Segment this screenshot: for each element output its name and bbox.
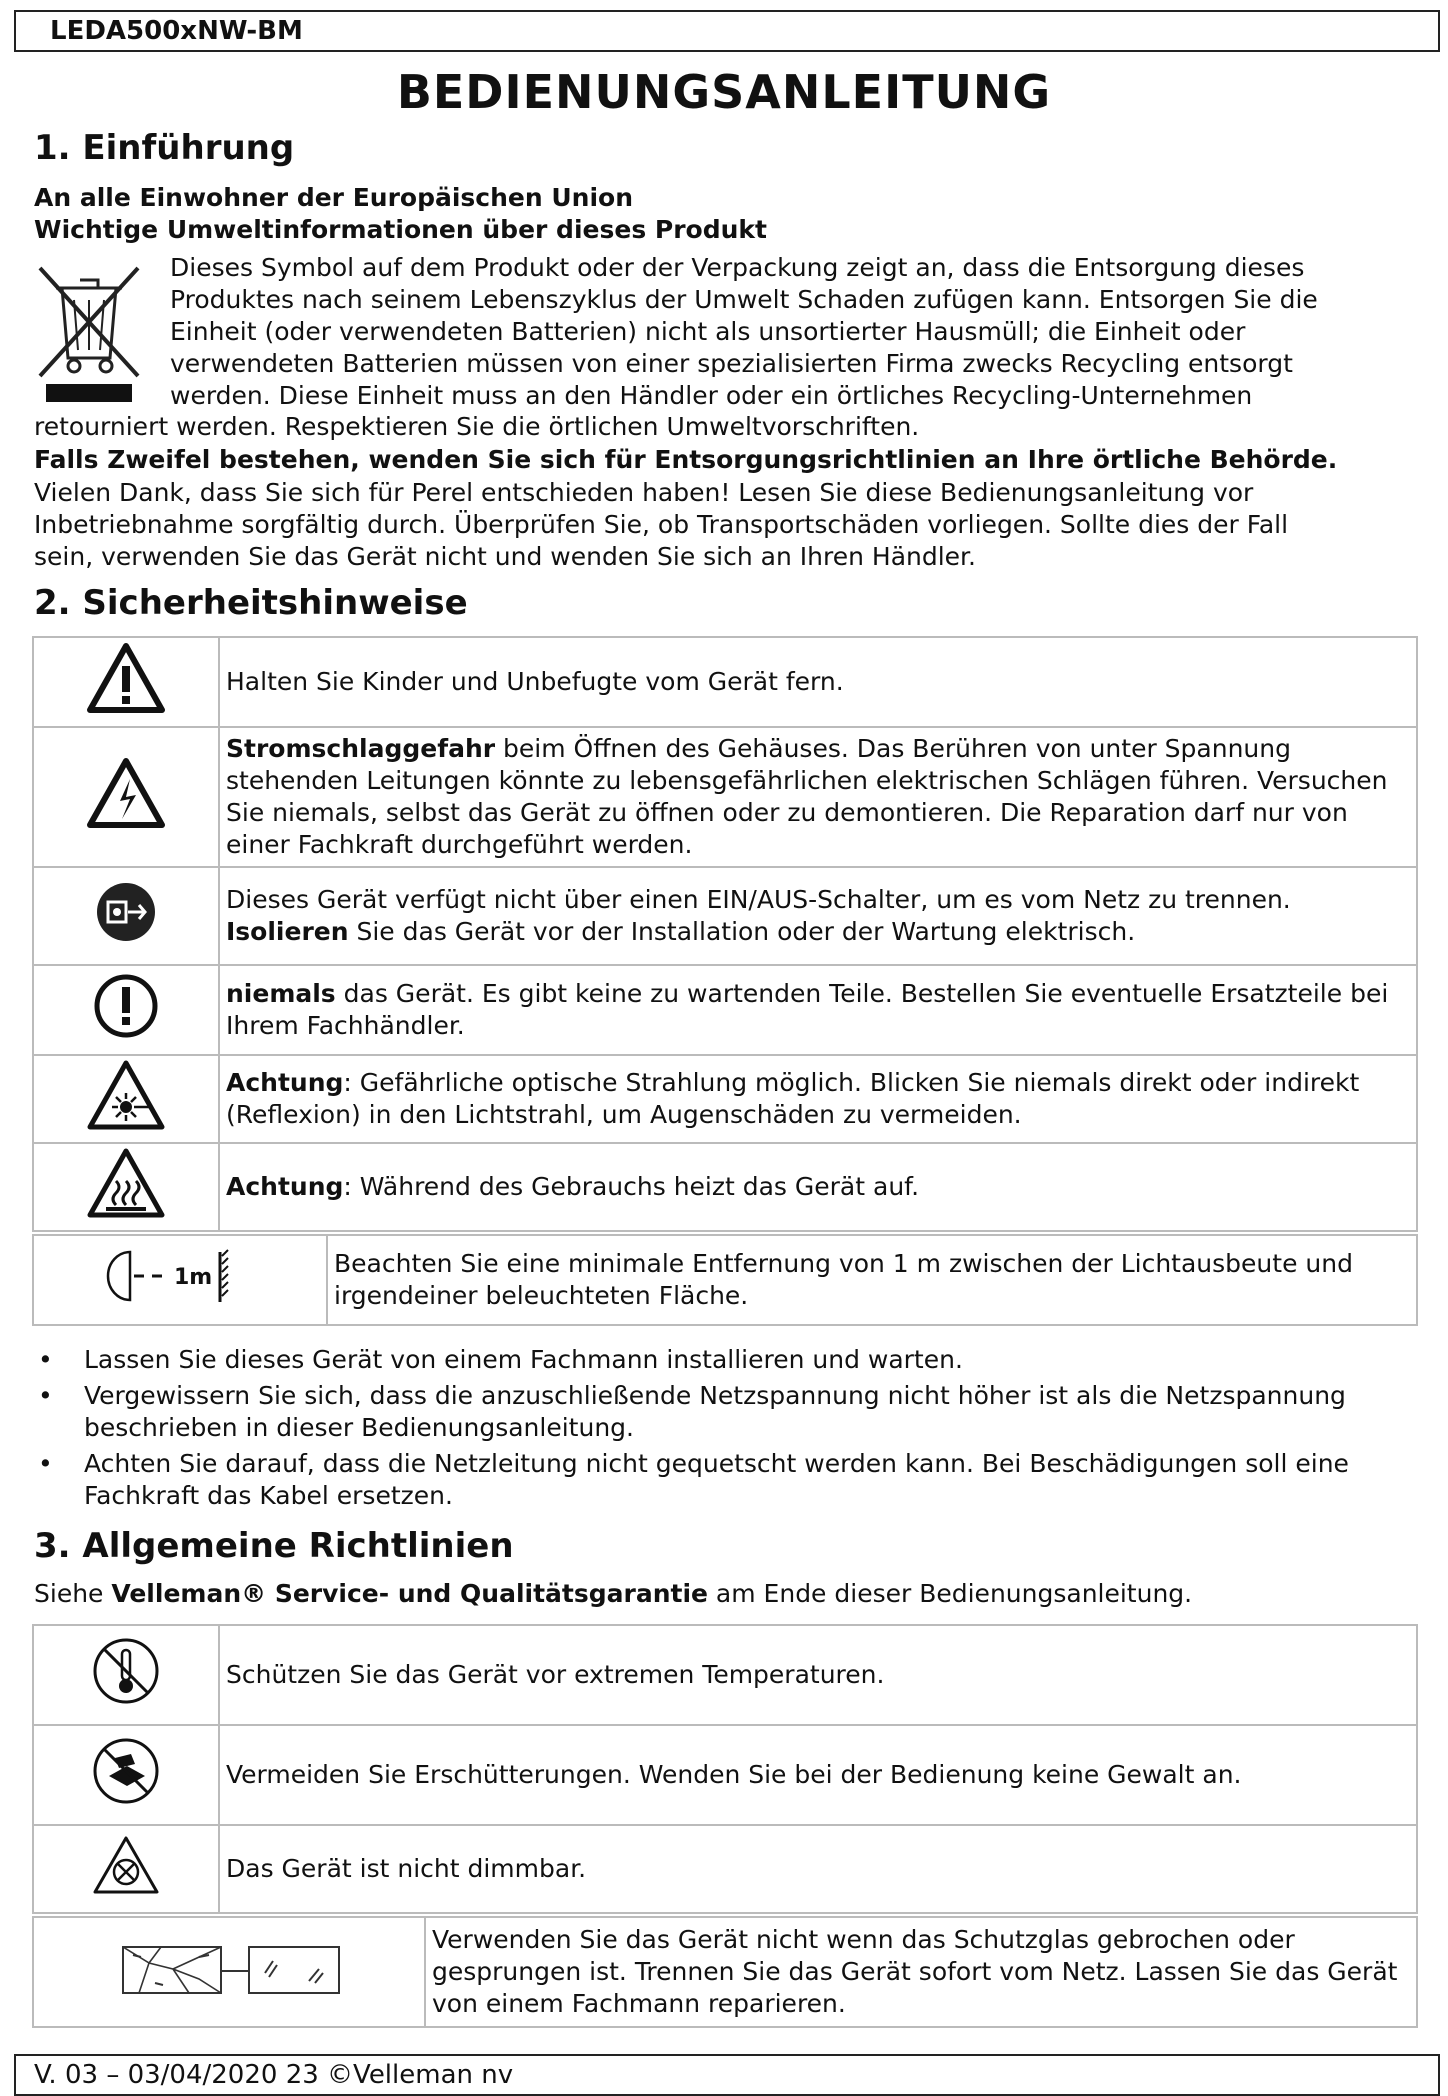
safety-text: : Gefährliche optische Strahlung möglich. Blicken Sie niemals direkt oder indirekt (Reflexion) in den Lichtstrahl, um Augenschäden zu vermeiden.: [226, 1068, 1360, 1129]
safety-text: beim Öffnen des Gehäuses. Das Berühren von unter Spannung stehenden Leitungen könnte zu lebensgefährlichen elektrischen Schlägen führen. Versuchen Sie niemals, selbst das Gerät zu öffnen oder zu demontieren. Die Reparation darf nur von einer Fachkraft durchgeführt werden.: [226, 734, 1388, 859]
bullet-item: • Achten Sie darauf, dass die Netzleitung nicht gequetscht werden kann. Bei Beschädigungen soll eine Fachkraft das Kabel ersetzen.: [34, 1448, 1434, 1512]
eu-residents-heading: An alle Einwohner der Europäischen Union: [34, 183, 634, 212]
safety-text: Halten Sie Kinder und Unbefugte vom Gerät fern.: [226, 667, 844, 696]
safety-row: [33, 965, 1417, 1055]
thanks-line: Vielen Dank, dass Sie sich für Perel entschieden haben! Lesen Sie diese Bedienungsanleitung vor: [34, 478, 1254, 507]
safety-table: [32, 636, 1418, 1232]
intro-text: Siehe: [34, 1579, 112, 1608]
warranty-reference: Velleman® Service- und Qualitätsgarantie: [111, 1579, 708, 1608]
not-dimmable-icon: [91, 1834, 161, 1896]
distance-text: Beachten Sie eine minimale Entfernung von 1 m zwischen der Lichtausbeute und irgendeiner beleuchteten Fläche.: [334, 1249, 1353, 1310]
page-title: BEDIENUNGSANLEITUNG: [396, 65, 1052, 119]
guideline-text: Das Gerät ist nicht dimmbar.: [226, 1854, 587, 1883]
distance-label: 1m: [174, 1265, 213, 1290]
laser-radiation-icon: [86, 1059, 166, 1131]
thanks-line: sein, verwenden Sie das Gerät nicht und wenden Sie sich an Ihren Händler.: [34, 542, 976, 571]
weee-last-line: retourniert werden. Respektieren Sie die örtlichen Umweltvorschriften.: [34, 412, 920, 441]
safety-bold: Stromschlaggefahr: [226, 734, 496, 763]
glass-table: [32, 1916, 1418, 2028]
distance-row: [33, 1235, 1417, 1325]
distance-table: [32, 1234, 1418, 1326]
section-3-heading: 3. Allgemeine Richtlinien: [34, 1526, 514, 1566]
model-label: LEDA500xNW-BM: [50, 16, 303, 46]
guideline-row: [33, 1625, 1417, 1725]
glass-text: Verwenden Sie das Gerät nicht wenn das Schutzglas gebrochen oder gesprungen ist. Trennen Sie das Gerät sofort vom Netz. Lassen Sie das Gerät von einem Fachmann reparieren.: [432, 1925, 1398, 2018]
guideline-text: Vermeiden Sie Erschütterungen. Wenden Sie bei der Bedienung keine Gewalt an.: [226, 1760, 1242, 1789]
minimum-distance-icon: [100, 1244, 260, 1308]
bullet-item: • Vergewissern Sie sich, dass die anzuschließende Netzspannung nicht höher ist als die Netzspannung beschrieben in dieser Bedienungsanleitung.: [34, 1380, 1434, 1444]
disconnect-mains-icon: [95, 881, 157, 943]
section-2-heading: 2. Sicherheitshinweise: [34, 583, 468, 623]
safety-row: [33, 727, 1417, 867]
weee-bin-icon: [34, 258, 144, 408]
weee-paragraph: [170, 252, 1420, 412]
hot-surface-icon: [86, 1147, 166, 1219]
no-extreme-temperature-icon: [91, 1636, 161, 1706]
footer-box: [14, 2054, 1440, 2096]
warning-triangle-icon: [86, 642, 166, 714]
weee-line: verwendeten Batterien müssen von einer spezialisierten Firma zwecks Recycling entsorgt: [170, 349, 1293, 378]
no-shock-icon: [91, 1736, 161, 1806]
exclamation-circle-icon: [93, 973, 159, 1039]
section-1-heading: 1. Einführung: [34, 128, 295, 168]
guideline-row: [33, 1725, 1417, 1825]
safety-text: : Während des Gebrauchs heizt das Gerät auf.: [343, 1172, 920, 1201]
weee-line: Dieses Symbol auf dem Produkt oder der Verpackung zeigt an, dass die Entsorgung dieses: [170, 253, 1305, 282]
safety-bold: niemals: [226, 979, 336, 1008]
weee-line: Produktes nach seinem Lebenszyklus der Umwelt Schaden zufügen kann. Entsorgen Sie die: [170, 285, 1318, 314]
electric-shock-icon: [86, 757, 166, 829]
intro-text: am Ende dieser Bedienungsanleitung.: [707, 1579, 1193, 1608]
safety-bold: Isolieren: [226, 917, 349, 946]
safety-row: [33, 637, 1417, 727]
safety-text: das Gerät. Es gibt keine zu wartenden Teile. Bestellen Sie eventuelle Ersatzteile bei Ihrem Fachhändler.: [226, 979, 1389, 1040]
broken-glass-icon: [109, 1933, 349, 2003]
safety-row: [33, 1143, 1417, 1231]
glass-row: [33, 1917, 1417, 2027]
header-box: [14, 10, 1440, 52]
section-3-intro: [34, 1578, 1434, 1610]
safety-bold: Achtung: [226, 1172, 344, 1201]
weee-line: Einheit (oder verwendeten Batterien) nicht als unsortierter Hausmüll; die Einheit oder: [170, 317, 1246, 346]
thanks-paragraph: [34, 477, 1434, 573]
safety-text: Dieses Gerät verfügt nicht über einen EIN/AUS-Schalter, um es vom Netz zu trennen.: [226, 885, 1291, 914]
guidelines-table: [32, 1624, 1418, 1914]
guideline-row: [33, 1825, 1417, 1913]
doubt-notice: Falls Zweifel bestehen, wenden Sie sich für Entsorgungsrichtlinien an Ihre örtliche Behörde.: [34, 445, 1338, 474]
weee-line: werden. Diese Einheit muss an den Händler oder ein örtliches Recycling-Unternehmen: [170, 381, 1253, 410]
safety-bullets: [34, 1344, 1434, 1512]
safety-bold: Achtung: [226, 1068, 344, 1097]
env-info-heading: Wichtige Umweltinformationen über dieses Produkt: [34, 215, 767, 244]
safety-row: [33, 1055, 1417, 1143]
safety-text: Sie das Gerät vor der Installation oder der Wartung elektrisch.: [348, 917, 1136, 946]
bullet-item: • Lassen Sie dieses Gerät von einem Fachmann installieren und warten.: [34, 1344, 1434, 1376]
guideline-text: Schützen Sie das Gerät vor extremen Temperaturen.: [226, 1660, 885, 1689]
footer-version: V. 03 – 03/04/2020 23 ©Velleman nv: [34, 2060, 514, 2090]
thanks-line: Inbetriebnahme sorgfältig durch. Überprüfen Sie, ob Transportschäden vorliegen. Sollte dies der Fall: [34, 510, 1289, 539]
safety-row: [33, 867, 1417, 965]
